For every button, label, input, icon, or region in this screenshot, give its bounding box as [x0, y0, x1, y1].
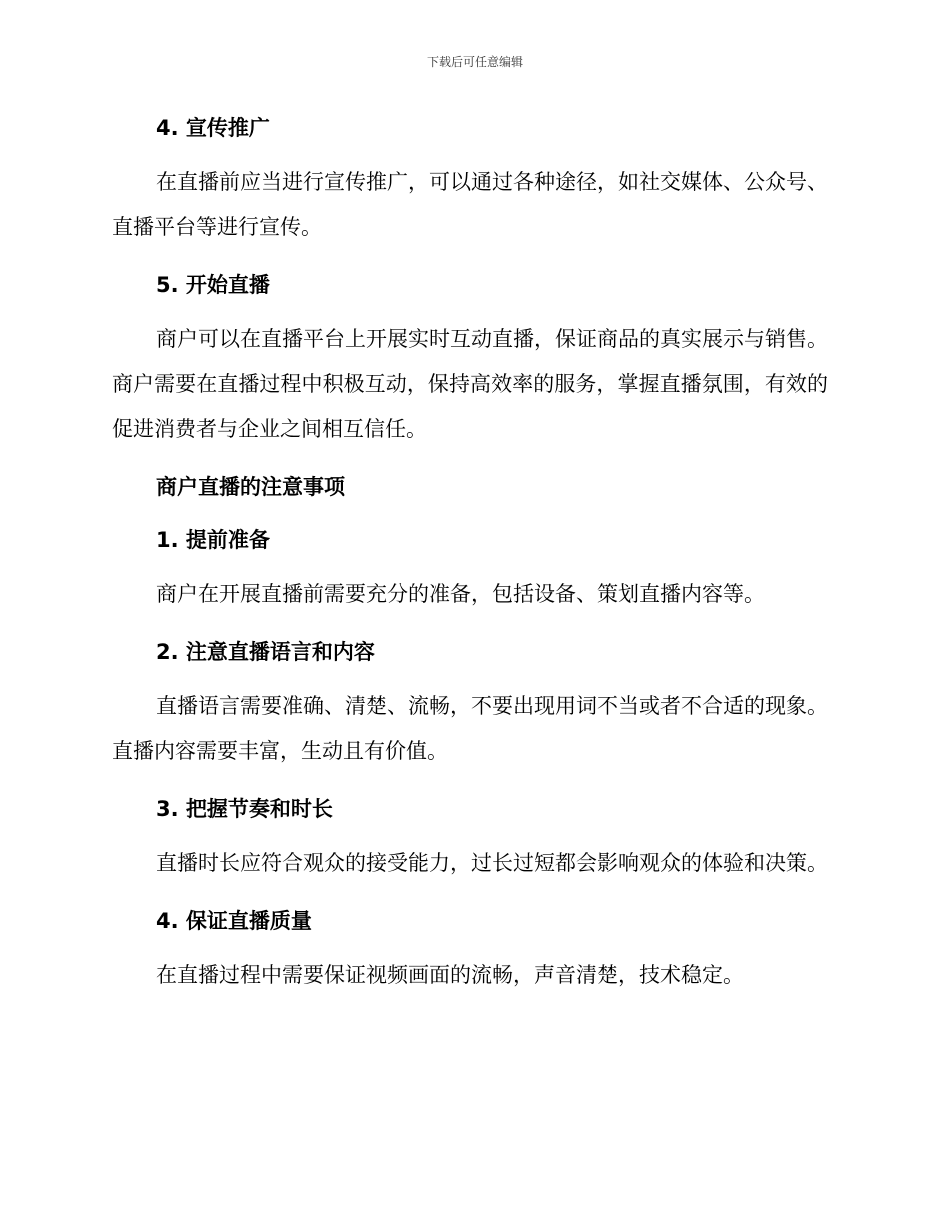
- paragraph-language: 直播语言需要准确、清楚、流畅，不要出现用词不当或者不合适的现象。直播内容需要丰富，生动且有价值。: [112, 694, 828, 763]
- page-header: 下载后可任意编辑: [426, 55, 523, 69]
- section-heading-preparation: 1. 提前准备: [156, 528, 270, 552]
- paragraph-quality: 在直播过程中需要保证视频画面的流畅，声音清楚，技术稳定。: [156, 963, 744, 987]
- section-heading-notes: 商户直播的注意事项: [156, 475, 345, 499]
- section-heading-language: 2. 注意直播语言和内容: [156, 640, 375, 664]
- paragraph-rhythm: 直播时长应符合观众的接受能力，过长过短都会影响观众的体验和决策。: [156, 851, 828, 875]
- paragraph-start-live: 商户可以在直播平台上开展实时互动直播，保证商品的真实展示与销售。商户需要在直播过程中积极互动，保持高效率的服务，掌握直播氛围，有效的促进消费者与企业之间相互信任。: [112, 327, 828, 441]
- paragraph-preparation: 商户在开展直播前需要充分的准备，包括设备、策划直播内容等。: [156, 582, 765, 606]
- section-heading-rhythm: 3. 把握节奏和时长: [156, 797, 333, 821]
- section-heading-start-live: 5. 开始直播: [156, 273, 270, 297]
- section-heading-quality: 4. 保证直播质量: [156, 909, 312, 933]
- document-body: [112, 110, 828, 998]
- paragraph-promotion: 在直播前应当进行宣传推广，可以通过各种途径，如社交媒体、公众号、直播平台等进行宣传。: [112, 170, 828, 239]
- section-heading-promotion: 4. 宣传推广: [156, 116, 270, 140]
